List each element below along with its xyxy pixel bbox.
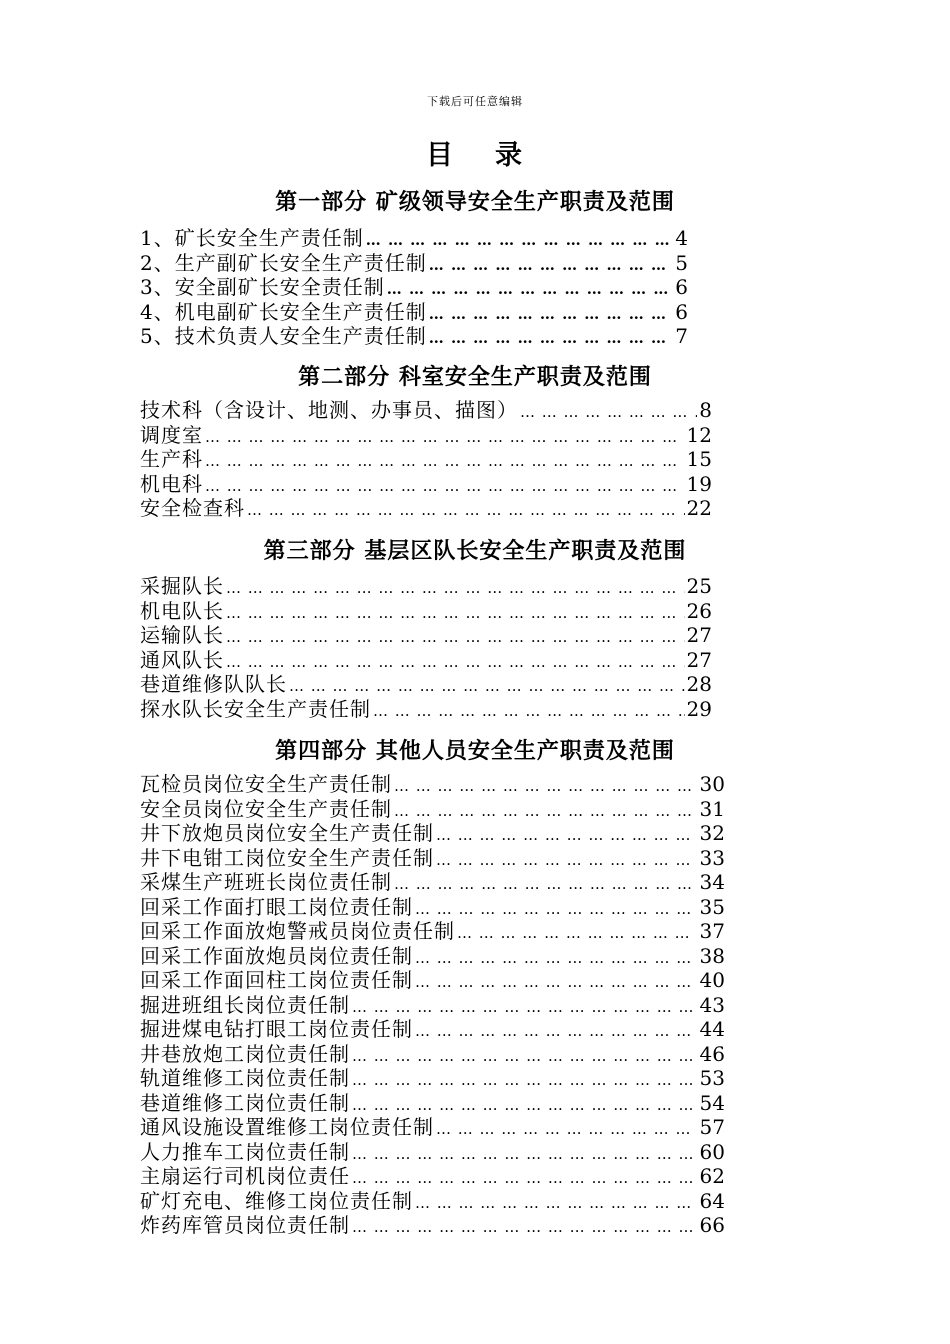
section-heading-1: 第一部分 矿级领导安全生产职责及范围 [275, 189, 675, 215]
dot-leader [226, 576, 685, 601]
toc-entry-page: 53 [699, 1066, 725, 1090]
toc-entry[interactable] [140, 472, 712, 497]
toc-list-section-1 [140, 226, 688, 349]
dot-leader [520, 400, 697, 425]
toc-entry-page: 25 [686, 574, 712, 598]
toc-entry-label: 回采工作面打眼工岗位责任制 [140, 894, 413, 919]
toc-entry-page: 32 [699, 821, 725, 845]
toc-entry-page: 4 [675, 226, 688, 250]
dot-leader [352, 995, 698, 1020]
dot-leader [415, 946, 698, 971]
toc-entry-label: 瓦检员岗位安全生产责任制 [140, 772, 392, 796]
toc-entry[interactable] [140, 821, 725, 846]
toc-entry[interactable] [140, 398, 712, 423]
toc-entry-page: 27 [686, 647, 712, 672]
dot-leader [436, 1117, 698, 1142]
toc-entry[interactable] [140, 226, 688, 251]
toc-entry-page: 7 [675, 324, 688, 348]
toc-entry-page: 31 [699, 796, 725, 821]
dot-leader [415, 897, 698, 922]
toc-entry-page: 35 [699, 894, 725, 919]
toc-entry-label: 安全员岗位安全生产责任制 [140, 796, 392, 821]
dot-leader [415, 1019, 698, 1044]
dot-leader [429, 253, 674, 278]
toc-entry-page: 66 [699, 1213, 725, 1237]
toc-list-section-2 [140, 398, 712, 521]
toc-entry[interactable] [140, 300, 688, 325]
dot-leader [366, 228, 674, 253]
toc-entry[interactable] [140, 599, 712, 624]
toc-entry[interactable] [140, 1066, 725, 1091]
section-heading-3: 第三部分 基层区队长安全生产职责及范围 [263, 538, 687, 564]
toc-entry-label: 探水队长安全生产责任制 [140, 696, 371, 721]
toc-entry-page: 33 [699, 845, 725, 870]
toc-entry-page: 6 [675, 299, 688, 324]
dot-leader [352, 1044, 698, 1069]
toc-entry-label: 掘进班组长岗位责任制 [140, 992, 350, 1017]
toc-entry-page: 30 [699, 772, 725, 796]
dot-leader [205, 425, 685, 450]
dot-leader [429, 326, 674, 351]
toc-entry-page: 64 [699, 1188, 725, 1213]
toc-entry-page: 15 [686, 447, 712, 471]
toc-entry[interactable] [140, 324, 688, 349]
section-heading-4: 第四部分 其他人员安全生产职责及范围 [275, 738, 675, 764]
toc-entry-label: 巷道维修工岗位责任制 [140, 1090, 350, 1115]
dot-leader [205, 474, 685, 499]
dot-leader [394, 774, 698, 799]
toc-entry-label: 井巷放炮工岗位责任制 [140, 1041, 350, 1066]
toc-entry[interactable] [140, 697, 712, 722]
toc-entry-label: 井下电钳工岗位安全生产责任制 [140, 845, 434, 870]
toc-entry[interactable] [140, 423, 712, 448]
toc-entry-page: 22 [686, 496, 712, 520]
toc-entry-page: 62 [699, 1164, 725, 1188]
toc-entry-label: 机电科 [140, 471, 203, 496]
toc-entry-page: 28 [686, 672, 712, 696]
dot-leader [352, 1166, 698, 1191]
toc-entry-label: 4、机电副矿长安全生产责任制 [140, 299, 427, 324]
toc-entry[interactable] [140, 574, 712, 599]
toc-entry-page: 60 [699, 1139, 725, 1164]
toc-entry-page: 54 [699, 1090, 725, 1115]
dot-leader [394, 872, 698, 897]
dot-leader [387, 277, 674, 302]
title-char-1: 目 [426, 140, 455, 171]
toc-entry-label: 井下放炮员岗位安全生产责任制 [140, 821, 434, 845]
toc-entry[interactable] [140, 895, 725, 920]
toc-entry-label: 机电队长 [140, 598, 224, 623]
dot-leader [226, 625, 685, 650]
toc-entry-page: 44 [699, 1017, 725, 1041]
toc-entry[interactable] [140, 870, 725, 895]
dot-leader [289, 674, 685, 699]
toc-entry[interactable] [140, 772, 725, 797]
toc-entry-label: 炸药库管员岗位责任制 [140, 1213, 350, 1237]
dot-leader [352, 1068, 698, 1093]
toc-entry[interactable] [140, 993, 725, 1018]
toc-entry-page: 43 [699, 992, 725, 1017]
toc-entry[interactable] [140, 447, 712, 472]
toc-entry-page: 29 [686, 696, 712, 721]
toc-entry-label: 主扇运行司机岗位责任 [140, 1164, 350, 1188]
toc-entry-label: 3、安全副矿长安全责任制 [140, 275, 385, 299]
dot-leader [373, 699, 685, 724]
toc-entry-label: 采煤生产班班长岗位责任制 [140, 870, 392, 894]
toc-entry[interactable] [140, 648, 712, 673]
toc-entry-page: 8 [699, 398, 712, 422]
toc-entry-label: 2、生产副矿长安全生产责任制 [140, 250, 427, 275]
toc-entry-label: 运输队长 [140, 623, 224, 647]
toc-entry[interactable] [140, 1164, 725, 1189]
toc-entry-label: 巷道维修队队长 [140, 672, 287, 696]
dot-leader [457, 921, 698, 946]
toc-entry-page: 57 [699, 1115, 725, 1139]
toc-entry-label: 采掘队长 [140, 574, 224, 598]
toc-entry[interactable] [140, 275, 688, 300]
toc-entry[interactable] [140, 251, 688, 276]
toc-entry-label: 调度室 [140, 422, 203, 447]
toc-entry-label: 通风队长 [140, 647, 224, 672]
toc-entry-label: 回采工作面放炮警戒员岗位责任制 [140, 919, 455, 943]
toc-entry-page: 27 [686, 623, 712, 647]
toc-entry-page: 26 [686, 598, 712, 623]
toc-entry[interactable] [140, 1213, 725, 1238]
dot-leader [226, 601, 685, 626]
toc-entry[interactable] [140, 1189, 725, 1214]
toc-entry[interactable] [140, 1017, 725, 1042]
dot-leader [226, 650, 685, 675]
toc-entry[interactable] [140, 623, 712, 648]
dot-leader [394, 799, 698, 824]
dot-leader [429, 302, 674, 327]
toc-entry[interactable] [140, 1091, 725, 1116]
dot-leader [352, 1215, 698, 1240]
section-heading-2: 第二部分 科室安全生产职责及范围 [298, 364, 652, 390]
dot-leader [436, 848, 698, 873]
toc-entry-page: 5 [675, 250, 688, 275]
toc-list-section-4 [140, 772, 725, 1238]
toc-entry[interactable] [140, 797, 725, 822]
toc-entry-label: 矿灯充电、维修工岗位责任制 [140, 1188, 413, 1213]
toc-entry-page: 46 [699, 1041, 725, 1066]
dot-leader [352, 1093, 698, 1118]
dot-leader [247, 498, 685, 523]
toc-entry[interactable] [140, 1140, 725, 1165]
toc-entry[interactable] [140, 1115, 725, 1140]
toc-entry-label: 1、矿长安全生产责任制 [140, 226, 364, 250]
dot-leader [205, 449, 685, 474]
toc-entry-page: 37 [699, 919, 725, 943]
toc-list-section-3 [140, 574, 712, 721]
header-note: 下载后可任意编辑 [427, 95, 523, 108]
dot-leader [415, 970, 698, 995]
toc-entry-page: 12 [686, 422, 712, 447]
toc-entry-label: 回采工作面放炮员岗位责任制 [140, 943, 413, 968]
toc-entry-page: 34 [699, 870, 725, 894]
toc-entry-label: 轨道维修工岗位责任制 [140, 1066, 350, 1090]
toc-entry-page: 38 [699, 943, 725, 968]
toc-entry-label: 通风设施设置维修工岗位责任制 [140, 1115, 434, 1139]
title-char-2: 录 [495, 140, 524, 171]
toc-entry-page: 6 [675, 275, 688, 299]
toc-entry-label: 生产科 [140, 447, 203, 471]
toc-entry-label: 掘进煤电钻打眼工岗位责任制 [140, 1017, 413, 1041]
toc-entry-label: 5、技术负责人安全生产责任制 [140, 324, 427, 348]
toc-entry-label: 回采工作面回柱工岗位责任制 [140, 968, 413, 992]
dot-leader [436, 823, 698, 848]
toc-entry-label: 人力推车工岗位责任制 [140, 1139, 350, 1164]
toc-entry[interactable] [140, 672, 712, 697]
toc-entry-page: 19 [686, 471, 712, 496]
toc-entry[interactable] [140, 968, 725, 993]
toc-entry-label: 技术科（含设计、地测、办事员、描图） [140, 398, 518, 422]
document-title [0, 133, 950, 172]
toc-entry[interactable] [140, 944, 725, 969]
toc-entry[interactable] [140, 846, 725, 871]
toc-entry[interactable] [140, 1042, 725, 1067]
toc-entry[interactable] [140, 919, 725, 944]
dot-leader [415, 1191, 698, 1216]
toc-entry-label: 安全检查科 [140, 496, 245, 520]
toc-entry-page: 40 [699, 968, 725, 992]
toc-entry[interactable] [140, 496, 712, 521]
dot-leader [352, 1142, 698, 1167]
